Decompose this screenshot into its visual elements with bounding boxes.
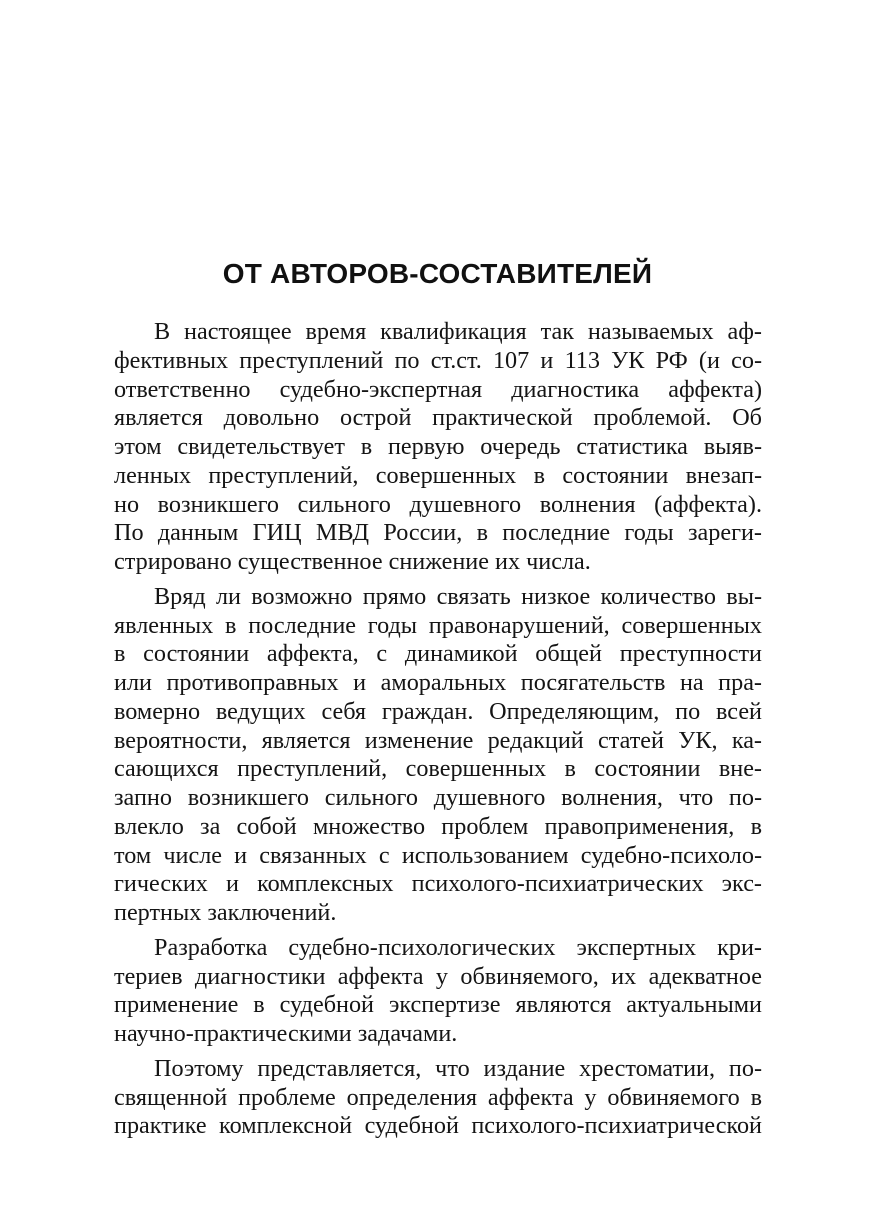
text-line: вомерно ведущих себя граждан. Определяющим, по всей — [114, 697, 762, 725]
text-line: По данным ГИЦ МВД России, в последние годы зареги- — [114, 519, 762, 547]
paragraph-1 — [114, 318, 762, 577]
text-line: практике комплексной судебной психолого-психиатрической — [114, 1112, 762, 1140]
text-line: В настоящее время квалификация так называемых аф- — [154, 318, 762, 345]
text-line: гических и комплексных психолого-психиатрических экс- — [114, 870, 762, 898]
text-line: применение в судебной экспертизе являются актуальными — [114, 991, 762, 1019]
text-line: ленных преступлений, совершенных в состоянии внезап- — [114, 461, 762, 489]
text-line: этом свидетельствует в первую очередь статистика выяв- — [114, 433, 762, 460]
text-line: фективных преступлений по ст.ст. 107 и 113 УК РФ (и со- — [114, 346, 762, 374]
body-text — [114, 318, 762, 1147]
text-line: священной проблеме определения аффекта у обвиняемого в — [114, 1083, 762, 1111]
text-line: явленных в последние годы правонарушений, совершенных — [114, 611, 762, 639]
paragraph-3 — [114, 934, 762, 1049]
text-line: или противоправных и аморальных посягательств на пра- — [114, 669, 762, 696]
text-line: в состоянии аффекта, с динамикой общей преступности — [114, 640, 762, 668]
text-line: запно возникшего сильного душевного волнения, что по- — [114, 784, 762, 811]
text-line: Вряд ли возможно прямо связать низкое количество вы- — [154, 582, 762, 610]
text-line: териев диагностики аффекта у обвиняемого, их адекватное — [114, 962, 762, 990]
text-line: сающихся преступлений, совершенных в состоянии вне- — [114, 755, 762, 783]
text-line: влекло за собой множество проблем правоприменения, в — [114, 812, 762, 840]
text-line: научно-практическими задачами. — [114, 1020, 458, 1047]
text-line: Поэтому представляется, что издание хрестоматии, по- — [154, 1054, 762, 1082]
paragraph-4 — [114, 1055, 762, 1141]
text-line: Разработка судебно-психологических экспертных кри- — [154, 933, 762, 961]
text-line: пертных заключений. — [114, 899, 337, 926]
text-line: том числе и связанных с использованием судебно-психоло- — [114, 841, 762, 869]
text-line: является довольно острой практической проблемой. Об — [114, 404, 762, 432]
text-line: но возникшего сильного душевного волнения (аффекта). — [114, 490, 762, 518]
paragraph-2 — [114, 583, 762, 928]
section-heading: ОТ АВТОРОВ-СОСТАВИТЕЛЕЙ — [222, 258, 653, 289]
text-line: стрировано существенное снижение их числа. — [114, 548, 591, 575]
text-line: вероятности, является изменение редакций статей УК, ка- — [114, 726, 762, 754]
text-line: ответственно судебно-экспертная диагностика аффекта) — [114, 375, 762, 403]
